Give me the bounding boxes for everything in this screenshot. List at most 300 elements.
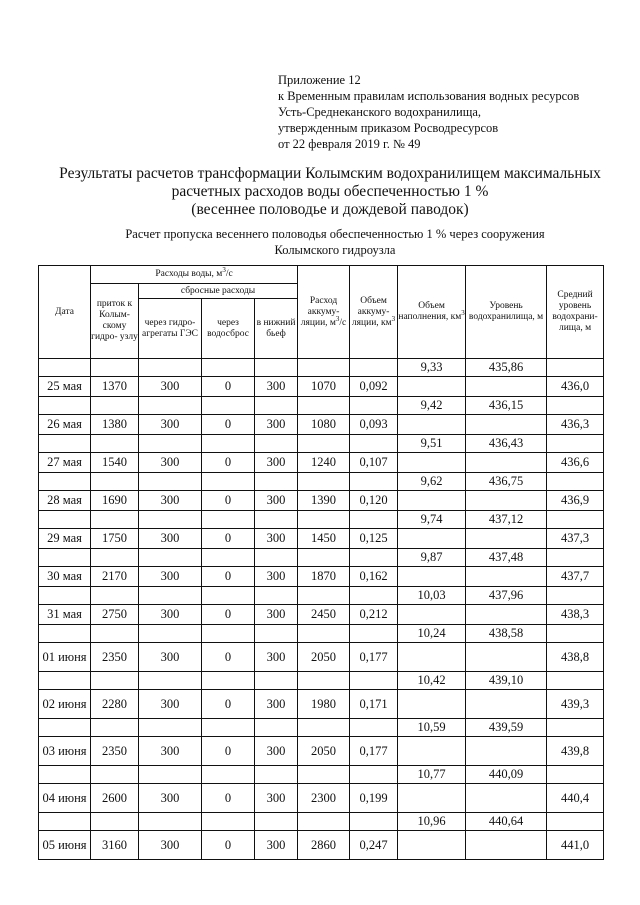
cell-mean-level: 437,7 (547, 567, 604, 587)
cell-inflow: 1370 (91, 377, 139, 397)
cell-level: 437,12 (466, 511, 547, 529)
empty-cell (39, 672, 91, 690)
empty-cell (139, 435, 202, 453)
empty-cell (39, 625, 91, 643)
header-flows-unit: /с (225, 269, 233, 279)
empty-cell (139, 719, 202, 737)
cell-accum-volume: 0,177 (350, 737, 398, 766)
cell-via-spillway: 0 (202, 453, 255, 473)
cell-accum-flow: 1450 (298, 529, 350, 549)
cell-fill-volume: 9,87 (398, 549, 466, 567)
empty-cell (466, 784, 547, 813)
empty-cell (91, 549, 139, 567)
empty-cell (255, 473, 298, 491)
empty-cell (139, 397, 202, 415)
cell-fill-volume: 10,77 (398, 766, 466, 784)
cell-mean-level: 438,3 (547, 605, 604, 625)
table-row (39, 377, 604, 397)
header-flows-group (91, 266, 298, 284)
cell-mean-level: 441,0 (547, 831, 604, 860)
empty-cell (547, 813, 604, 831)
empty-cell (139, 672, 202, 690)
results-table (38, 265, 604, 860)
empty-cell (202, 766, 255, 784)
empty-cell (350, 397, 398, 415)
cell-via-spillway: 0 (202, 567, 255, 587)
empty-cell (547, 549, 604, 567)
empty-cell (398, 690, 466, 719)
empty-cell (202, 549, 255, 567)
cell-mean-level: 438,8 (547, 643, 604, 672)
cell-accum-flow: 2860 (298, 831, 350, 860)
empty-cell (202, 435, 255, 453)
empty-cell (298, 813, 350, 831)
empty-cell (350, 473, 398, 491)
empty-cell (350, 625, 398, 643)
header-accum-volume-text: Объем аккуму- ляции, км (351, 295, 392, 328)
appendix-line: утвержденным приказом Росводресурсов (278, 121, 499, 135)
empty-cell (298, 473, 350, 491)
header-fill-volume (398, 266, 466, 359)
cell-level: 437,48 (466, 549, 547, 567)
empty-cell (398, 453, 466, 473)
header-flows-sup: 3 (222, 265, 226, 274)
cell-to-tailwater: 300 (255, 737, 298, 766)
cell-date: 05 июня (39, 831, 91, 860)
empty-cell (255, 766, 298, 784)
table-row (39, 784, 604, 813)
cell-inflow: 1690 (91, 491, 139, 511)
cell-via-turbines: 300 (139, 529, 202, 549)
empty-cell (139, 813, 202, 831)
cell-accum-volume: 0,171 (350, 690, 398, 719)
cell-level: 438,58 (466, 625, 547, 643)
table-caption (90, 226, 580, 258)
cell-accum-volume: 0,120 (350, 491, 398, 511)
cell-date: 31 мая (39, 605, 91, 625)
cell-mean-level: 436,3 (547, 415, 604, 435)
empty-cell (91, 766, 139, 784)
empty-cell (202, 359, 255, 377)
empty-cell (466, 643, 547, 672)
table-body (39, 359, 604, 860)
cell-date: 02 июня (39, 690, 91, 719)
table-row (39, 397, 604, 415)
header-date: Дата (39, 266, 91, 359)
cell-accum-flow: 1390 (298, 491, 350, 511)
cell-accum-volume: 0,107 (350, 453, 398, 473)
empty-cell (202, 397, 255, 415)
title-line: Результаты расчетов трансформации Колымским водохранилищем максимальных (59, 165, 601, 182)
cell-to-tailwater: 300 (255, 377, 298, 397)
cell-fill-volume: 10,24 (398, 625, 466, 643)
cell-accum-flow: 2050 (298, 643, 350, 672)
header-mean-level: Средний уровень водохрани- лища, м (547, 266, 604, 359)
empty-cell (466, 529, 547, 549)
appendix-line: Усть-Среднеканского водохранилища, (278, 105, 481, 119)
empty-cell (91, 813, 139, 831)
empty-cell (255, 549, 298, 567)
empty-cell (298, 672, 350, 690)
empty-cell (91, 672, 139, 690)
cell-accum-volume: 0,177 (350, 643, 398, 672)
empty-cell (39, 549, 91, 567)
empty-cell (398, 491, 466, 511)
empty-cell (398, 377, 466, 397)
header-via-turbines: через гидро- агрегаты ГЭС (139, 299, 202, 359)
empty-cell (255, 435, 298, 453)
empty-cell (547, 766, 604, 784)
cell-level: 436,15 (466, 397, 547, 415)
cell-accum-flow: 1980 (298, 690, 350, 719)
appendix-line: Приложение 12 (278, 73, 361, 87)
cell-to-tailwater: 300 (255, 690, 298, 719)
cell-via-spillway: 0 (202, 643, 255, 672)
title-line: расчетных расходов воды обеспеченностью 1 % (171, 183, 489, 200)
empty-cell (255, 397, 298, 415)
cell-to-tailwater: 300 (255, 529, 298, 549)
empty-cell (139, 587, 202, 605)
empty-cell (547, 672, 604, 690)
cell-date: 01 июня (39, 643, 91, 672)
table-row (39, 511, 604, 529)
cell-inflow: 2750 (91, 605, 139, 625)
empty-cell (350, 359, 398, 377)
appendix-line: от 22 февраля 2019 г. № 49 (278, 137, 421, 151)
table-row (39, 690, 604, 719)
cell-accum-volume: 0,125 (350, 529, 398, 549)
cell-via-turbines: 300 (139, 784, 202, 813)
empty-cell (398, 529, 466, 549)
cell-level: 439,59 (466, 719, 547, 737)
title-line: (весеннее половодье и дождевой паводок) (191, 201, 469, 218)
empty-cell (298, 766, 350, 784)
cell-date: 04 июня (39, 784, 91, 813)
cell-to-tailwater: 300 (255, 605, 298, 625)
table-row (39, 719, 604, 737)
cell-mean-level: 436,6 (547, 453, 604, 473)
empty-cell (398, 737, 466, 766)
empty-cell (39, 766, 91, 784)
header-inflow: приток к Колым- скому гидро- узлу (91, 284, 139, 359)
cell-accum-volume: 0,093 (350, 415, 398, 435)
empty-cell (39, 359, 91, 377)
empty-cell (350, 719, 398, 737)
empty-cell (255, 587, 298, 605)
cell-accum-flow: 1240 (298, 453, 350, 473)
empty-cell (202, 813, 255, 831)
cell-accum-volume: 0,247 (350, 831, 398, 860)
table-row (39, 567, 604, 587)
empty-cell (91, 511, 139, 529)
cell-to-tailwater: 300 (255, 491, 298, 511)
table-row (39, 435, 604, 453)
cell-mean-level: 436,9 (547, 491, 604, 511)
table-row (39, 672, 604, 690)
table-row (39, 737, 604, 766)
cell-fill-volume: 10,03 (398, 587, 466, 605)
empty-cell (547, 587, 604, 605)
cell-to-tailwater: 300 (255, 567, 298, 587)
empty-cell (466, 831, 547, 860)
empty-cell (350, 766, 398, 784)
empty-cell (298, 719, 350, 737)
cell-via-spillway: 0 (202, 784, 255, 813)
empty-cell (139, 511, 202, 529)
cell-accum-flow: 1870 (298, 567, 350, 587)
empty-cell (298, 587, 350, 605)
cell-inflow: 2170 (91, 567, 139, 587)
empty-cell (91, 435, 139, 453)
table-row (39, 831, 604, 860)
empty-cell (350, 435, 398, 453)
empty-cell (91, 473, 139, 491)
empty-cell (547, 473, 604, 491)
cell-date: 27 мая (39, 453, 91, 473)
empty-cell (91, 587, 139, 605)
cell-mean-level: 440,4 (547, 784, 604, 813)
table-row (39, 359, 604, 377)
header-accum-volume-sup: 3 (391, 314, 396, 323)
cell-via-turbines: 300 (139, 831, 202, 860)
cell-to-tailwater: 300 (255, 784, 298, 813)
empty-cell (91, 359, 139, 377)
empty-cell (91, 625, 139, 643)
cell-via-spillway: 0 (202, 415, 255, 435)
table-row (39, 587, 604, 605)
cell-accum-volume: 0,092 (350, 377, 398, 397)
empty-cell (39, 719, 91, 737)
cell-mean-level: 436,0 (547, 377, 604, 397)
table-row (39, 643, 604, 672)
table-row (39, 415, 604, 435)
table-row (39, 766, 604, 784)
cell-fill-volume: 10,42 (398, 672, 466, 690)
empty-cell (466, 567, 547, 587)
cell-level: 440,64 (466, 813, 547, 831)
cell-date: 03 июня (39, 737, 91, 766)
empty-cell (298, 511, 350, 529)
empty-cell (202, 511, 255, 529)
cell-to-tailwater: 300 (255, 643, 298, 672)
header-flows-text: Расходы воды, м (155, 269, 223, 279)
cell-via-turbines: 300 (139, 491, 202, 511)
cell-accum-volume: 0,199 (350, 784, 398, 813)
cell-accum-flow: 1080 (298, 415, 350, 435)
cell-to-tailwater: 300 (255, 415, 298, 435)
empty-cell (139, 549, 202, 567)
cell-via-spillway: 0 (202, 831, 255, 860)
cell-date: 26 мая (39, 415, 91, 435)
empty-cell (255, 719, 298, 737)
empty-cell (202, 587, 255, 605)
cell-via-turbines: 300 (139, 415, 202, 435)
empty-cell (466, 453, 547, 473)
cell-mean-level: 439,8 (547, 737, 604, 766)
header-discharge-group: сбросные расходы (139, 284, 298, 299)
empty-cell (139, 766, 202, 784)
empty-cell (39, 813, 91, 831)
cell-via-turbines: 300 (139, 643, 202, 672)
header-accum-flow-sup: 3 (335, 314, 340, 323)
cell-via-spillway: 0 (202, 690, 255, 719)
table-row (39, 529, 604, 549)
empty-cell (39, 397, 91, 415)
empty-cell (202, 719, 255, 737)
empty-cell (298, 625, 350, 643)
empty-cell (255, 672, 298, 690)
header-level: Уровень водохранилища, м (466, 266, 547, 359)
table-row (39, 625, 604, 643)
empty-cell (547, 359, 604, 377)
header-accum-flow-unit: /с (339, 317, 347, 328)
header-accum-volume (350, 266, 398, 359)
empty-cell (398, 605, 466, 625)
cell-via-turbines: 300 (139, 567, 202, 587)
table-row (39, 605, 604, 625)
cell-via-spillway: 0 (202, 737, 255, 766)
document-title (40, 165, 620, 219)
empty-cell (547, 719, 604, 737)
cell-accum-flow: 2050 (298, 737, 350, 766)
cell-to-tailwater: 300 (255, 831, 298, 860)
empty-cell (298, 397, 350, 415)
cell-inflow: 1750 (91, 529, 139, 549)
empty-cell (350, 549, 398, 567)
empty-cell (350, 672, 398, 690)
cell-date: 25 мая (39, 377, 91, 397)
empty-cell (139, 359, 202, 377)
header-fill-volume-sup: 3 (461, 308, 465, 317)
empty-cell (547, 435, 604, 453)
cell-via-turbines: 300 (139, 377, 202, 397)
header-accum-flow-text: Расход аккуму- ляции, м (300, 295, 340, 328)
empty-cell (547, 511, 604, 529)
header-fill-volume-text: Объем наполнения, км (398, 301, 462, 322)
cell-via-spillway: 0 (202, 605, 255, 625)
empty-cell (202, 625, 255, 643)
cell-level: 436,43 (466, 435, 547, 453)
header-via-spillway: через водосброс (202, 299, 255, 359)
cell-to-tailwater: 300 (255, 453, 298, 473)
empty-cell (350, 511, 398, 529)
cell-via-spillway: 0 (202, 377, 255, 397)
table-row (39, 491, 604, 511)
cell-level: 435,86 (466, 359, 547, 377)
cell-fill-volume: 10,96 (398, 813, 466, 831)
empty-cell (350, 813, 398, 831)
cell-mean-level: 439,3 (547, 690, 604, 719)
empty-cell (466, 415, 547, 435)
cell-accum-volume: 0,212 (350, 605, 398, 625)
cell-via-turbines: 300 (139, 605, 202, 625)
empty-cell (202, 672, 255, 690)
cell-inflow: 2350 (91, 737, 139, 766)
empty-cell (298, 549, 350, 567)
table-row (39, 453, 604, 473)
cell-accum-volume: 0,162 (350, 567, 398, 587)
empty-cell (39, 587, 91, 605)
empty-cell (466, 377, 547, 397)
empty-cell (91, 719, 139, 737)
appendix-line: к Временным правилам использования водных ресурсов (278, 89, 580, 103)
cell-via-spillway: 0 (202, 529, 255, 549)
empty-cell (255, 359, 298, 377)
cell-accum-flow: 2300 (298, 784, 350, 813)
cell-fill-volume: 9,33 (398, 359, 466, 377)
cell-inflow: 3160 (91, 831, 139, 860)
empty-cell (39, 511, 91, 529)
cell-fill-volume: 9,62 (398, 473, 466, 491)
empty-cell (298, 359, 350, 377)
empty-cell (466, 491, 547, 511)
empty-cell (255, 511, 298, 529)
empty-cell (298, 435, 350, 453)
table-row (39, 473, 604, 491)
empty-cell (398, 643, 466, 672)
cell-via-spillway: 0 (202, 491, 255, 511)
table-row (39, 549, 604, 567)
cell-accum-flow: 1070 (298, 377, 350, 397)
cell-inflow: 2600 (91, 784, 139, 813)
empty-cell (398, 831, 466, 860)
table-row (39, 813, 604, 831)
cell-mean-level: 437,3 (547, 529, 604, 549)
header-to-tailwater: в нижний бьеф (255, 299, 298, 359)
cell-accum-flow: 2450 (298, 605, 350, 625)
empty-cell (139, 625, 202, 643)
empty-cell (255, 813, 298, 831)
empty-cell (466, 737, 547, 766)
header-accum-flow (298, 266, 350, 359)
empty-cell (547, 397, 604, 415)
cell-fill-volume: 10,59 (398, 719, 466, 737)
cell-inflow: 2350 (91, 643, 139, 672)
empty-cell (91, 397, 139, 415)
cell-via-turbines: 300 (139, 453, 202, 473)
caption-line: Расчет пропуска весеннего половодья обеспеченностью 1 % через сооружения (125, 227, 545, 241)
cell-level: 437,96 (466, 587, 547, 605)
cell-inflow: 2280 (91, 690, 139, 719)
empty-cell (255, 625, 298, 643)
cell-date: 29 мая (39, 529, 91, 549)
empty-cell (547, 625, 604, 643)
cell-via-turbines: 300 (139, 690, 202, 719)
cell-via-turbines: 300 (139, 737, 202, 766)
empty-cell (39, 435, 91, 453)
empty-cell (466, 605, 547, 625)
cell-date: 28 мая (39, 491, 91, 511)
empty-cell (398, 784, 466, 813)
cell-level: 439,10 (466, 672, 547, 690)
cell-fill-volume: 9,42 (398, 397, 466, 415)
cell-level: 436,75 (466, 473, 547, 491)
empty-cell (466, 690, 547, 719)
cell-fill-volume: 9,51 (398, 435, 466, 453)
empty-cell (398, 415, 466, 435)
appendix-note (278, 72, 579, 152)
empty-cell (350, 587, 398, 605)
cell-inflow: 1380 (91, 415, 139, 435)
caption-line: Колымского гидроузла (274, 243, 396, 257)
empty-cell (202, 473, 255, 491)
cell-date: 30 мая (39, 567, 91, 587)
cell-fill-volume: 9,74 (398, 511, 466, 529)
empty-cell (398, 567, 466, 587)
cell-level: 440,09 (466, 766, 547, 784)
empty-cell (139, 473, 202, 491)
empty-cell (39, 473, 91, 491)
